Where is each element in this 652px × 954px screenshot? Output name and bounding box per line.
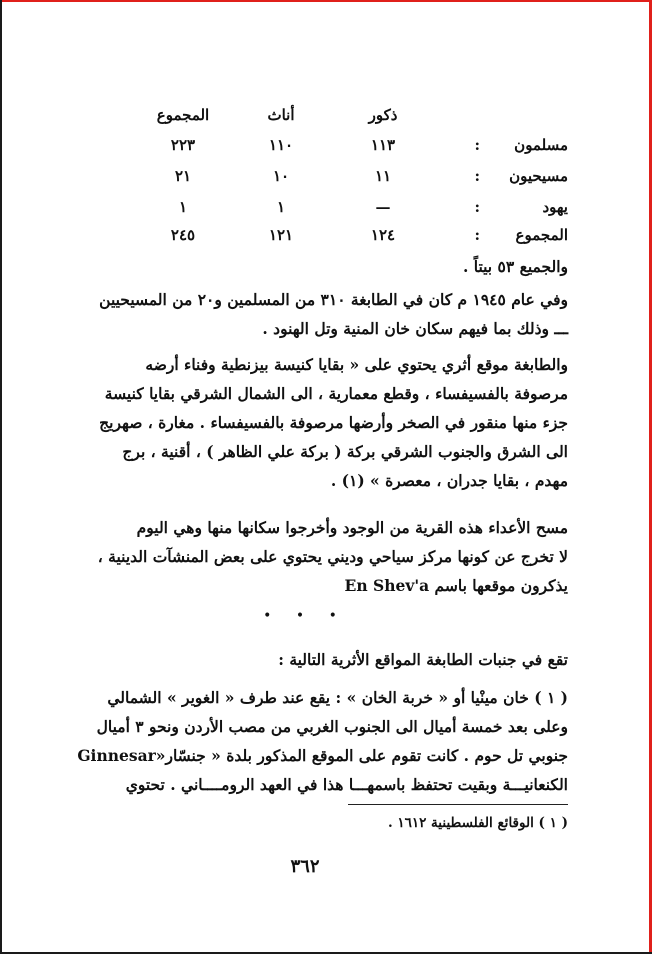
text-line: الى الشرق والجنوب الشرقي بركة ( بركة علي الظاهر ) ، أقنية ، برج [122, 442, 568, 461]
text-line: مسح الأعداء هذه القرية من الوجود وأخرجوا سكانها منها وهي اليوم [136, 518, 568, 537]
row-label: مسيحيون [509, 167, 568, 185]
text-fragment: يذكرون موقعها باسم [434, 576, 568, 595]
row-female: ١٠ [272, 167, 290, 185]
table-row [42, 198, 568, 224]
text-line: وعلى بعد خمسة أميال الى الجنوب الغربي من مصب الأردن ونحو ٣ أميال [96, 717, 568, 736]
table-row [42, 167, 568, 193]
row-label: يهود [542, 198, 568, 216]
paragraph-khan-minya [42, 683, 568, 799]
header-total: المجموع [156, 106, 210, 124]
row-colon: : [474, 167, 480, 185]
footnote: ( ١ ) الوقائع الفلسطينية ١٦١٢ . [387, 815, 568, 831]
row-male: — [375, 198, 391, 216]
row-male: ١٢٤ [370, 226, 396, 244]
text-line: تقع في جنبات الطابغة المواقع الأثرية التالية : [278, 650, 568, 669]
text-line: لا تخرج عن كونها مركز سياحي وديني يحتوي على بعض المنشآت الدينية ، [97, 547, 568, 566]
paragraph-today [42, 513, 568, 600]
text-line: جزء منها منقور في الصخر وأرضها مرصوفة بالفسيفساء . مغارة ، صهريج [99, 413, 568, 432]
row-female: ١١٠ [268, 136, 294, 154]
row-colon: : [474, 198, 480, 216]
latin-name-en-shev: En Shev'a [344, 576, 430, 595]
row-label: المجموع [515, 226, 568, 244]
sites-intro [42, 645, 568, 674]
row-total: ٢١ [174, 167, 192, 185]
document-page [42, 0, 568, 954]
table-row [42, 136, 568, 162]
page-number: ٣٦٢ [290, 856, 320, 877]
row-total: ١ [178, 198, 188, 216]
header-female: أناث [267, 106, 295, 124]
text-fragment: جنوبي تل حوم . كانت تقوم على الموقع المذكور بلدة « جنسّار [165, 746, 568, 765]
text-line [42, 571, 568, 600]
row-female: ١ [276, 198, 286, 216]
row-colon: : [474, 226, 480, 244]
paragraph-archaeology [42, 350, 568, 495]
header-male: ذكور [368, 106, 398, 124]
text-line: والجميع ٥٣ بيتاً . [462, 257, 568, 276]
text-line: وفي عام ١٩٤٥ م كان في الطابغة ٣١٠ من المسلمين و٢٠ من المسيحيين [99, 290, 568, 309]
table-header-row [42, 106, 568, 132]
footnote-rule [348, 804, 568, 805]
latin-name-ginnesar: Ginnesar» [77, 746, 166, 765]
frame-left-border [0, 0, 2, 954]
text-line: ( ١ ) خان مينْيا أو « خربة الخان » : يقع عند طرف « الغوير » الشمالي [107, 688, 568, 707]
row-label: مسلمون [514, 136, 568, 154]
row-total: ٢٢٣ [170, 136, 196, 154]
text-line: ـــ وذلك بما فيهم سكان خان المنية وتل الهنود . [262, 319, 568, 338]
table-row [42, 226, 568, 252]
row-total: ٢٤٥ [170, 226, 196, 244]
text-line: مرصوفة بالفسيفساء ، وقطع معمارية ، الى الشمال الشرقي بقايا كنيسة [104, 384, 568, 403]
row-male: ١١ [374, 167, 392, 185]
houses-note [42, 252, 568, 281]
paragraph-1945 [42, 285, 568, 343]
row-female: ١٢١ [268, 226, 294, 244]
text-line: والطابغة موقع أثري يحتوي على « بقايا كنيسة بيزنطية وفناء أرضه [145, 355, 568, 374]
row-male: ١١٣ [370, 136, 396, 154]
row-colon: : [474, 136, 480, 154]
text-line [42, 741, 568, 770]
text-line: مهدم ، بقايا جدران ، معصرة » (١) . [330, 471, 568, 490]
section-separator: • • • [263, 608, 347, 624]
text-line: الكنعانيـــة وبقيت تحتفظ باسمهـــا هذا في العهد الرومــــاني . تحتوي [125, 775, 568, 794]
